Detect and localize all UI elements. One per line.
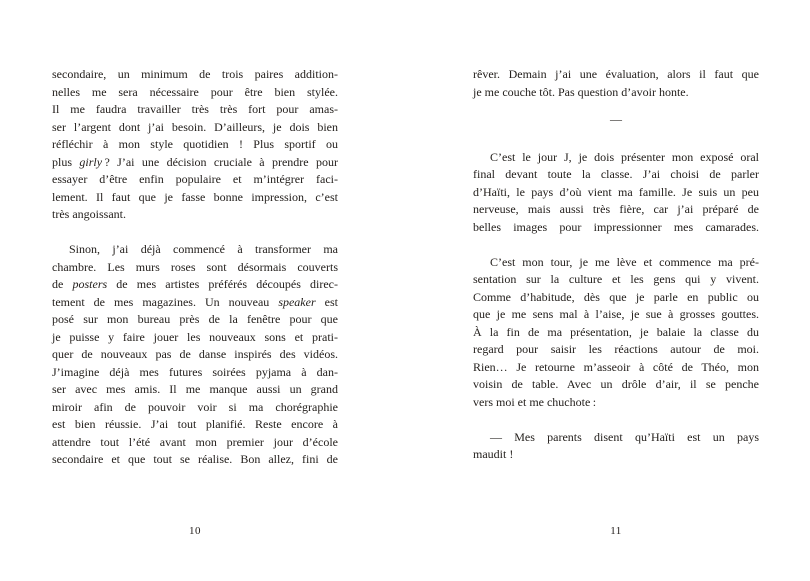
text-line: ser avec mes amis. Il me manque aussi un grand xyxy=(52,382,338,396)
section-separator: — xyxy=(610,112,622,126)
text-line: vers moi et me chuchote : xyxy=(473,394,597,409)
text-line: plus girly ? J’ai une décision cruciale à prendre pour xyxy=(52,154,338,169)
text-line: J’imagine déjà mes futures soirées pyjama à dan- xyxy=(52,364,338,379)
text-line: C’est mon tour, je me lève et commence ma pré- xyxy=(490,254,759,269)
paragraph xyxy=(473,149,759,237)
text-line: tement de mes magazines. Un nouveau speaker est xyxy=(52,294,338,309)
text-line: maudit ! xyxy=(473,447,514,461)
italic-term: posters xyxy=(72,277,108,291)
text-line: belles images pour impressionner mes camarades. xyxy=(473,219,759,234)
text-line: voisin de table. Avec un drôle d’air, il se penche xyxy=(473,377,759,391)
page-number-left: 10 xyxy=(189,525,201,537)
text-line: Sinon, j’ai déjà commencé à transformer ma xyxy=(69,242,338,256)
text-line: réfléchir à mon style quotidien ! Plus sportif ou xyxy=(52,137,338,151)
text-line: est bien réussie. J’ai tout planifié. Reste encore à xyxy=(52,417,338,431)
text-line: lement. Il faut que je fasse bonne impression, c’est xyxy=(52,189,338,204)
text-line: miroir afin de pouvoir voir si ma chorégraphie xyxy=(52,399,338,414)
text-line: que je me sens mal à l’aise, je sue à grosses gouttes. xyxy=(473,307,759,321)
text-line: très angoissant. xyxy=(52,207,126,221)
text-line: ser l’argent dont j’ai besoin. D’ailleurs, je dois bien xyxy=(52,119,338,134)
text-line: quer de nouveaux pas de danse inspirés des vidéos. xyxy=(52,347,338,361)
text-line: de posters de mes artistes préférés découpés direc- xyxy=(52,277,338,291)
italic-term: girly xyxy=(79,154,103,169)
text-line: secondaire et que tout se réalise. Bon allez, fini de xyxy=(52,452,338,466)
page-right xyxy=(473,66,759,566)
text-line: je puisse y faire jouer les nouveaux sons et prati- xyxy=(52,329,338,344)
text-line: Il me faudra travailler très très fort pour amas- xyxy=(52,102,338,116)
text-line: chambre. Les murs roses sont désormais couverts xyxy=(52,259,338,274)
text-line: final devant toute la classe. J’ai choisi de parler xyxy=(473,167,759,181)
text-line: Comme d’habitude, dès que je parle en public ou xyxy=(473,289,759,304)
paragraph xyxy=(52,66,338,224)
paragraph xyxy=(52,241,338,469)
text-line: regard pour saisir les réactions autour de moi. xyxy=(473,342,759,356)
paragraph xyxy=(473,66,759,101)
text-line: C’est le jour J, je dois présenter mon exposé oral xyxy=(490,149,759,164)
text-line: sentation sur la culture et les gens qui y vivent. xyxy=(473,272,759,286)
dialogue-paragraph xyxy=(473,429,759,464)
text-line: attendre tout l’été avant mon premier jour d’école xyxy=(52,434,338,449)
text-line: Rien… Je retourne m’asseoir à côté de Théo, mon xyxy=(473,359,759,374)
text-line: À la fin de ma présentation, je balaie la classe du xyxy=(473,324,759,339)
italic-term: speaker xyxy=(278,294,316,309)
text-line: je me couche tôt. Pas question d’avoir honte. xyxy=(473,84,689,99)
text-line: nerveuse, mais aussi très fière, car j’ai préparé de xyxy=(473,202,759,216)
paragraph xyxy=(473,254,759,412)
text-line: rêver. Demain j’ai une évaluation, alors il faut que xyxy=(473,67,759,81)
text-line: essayer d’être enfin populaire et m’intégrer faci- xyxy=(52,172,338,186)
page-text-column xyxy=(473,66,759,464)
text-line: secondaire, un minimum de trois paires addition- xyxy=(52,67,338,81)
page-left xyxy=(52,66,338,566)
page-number-right: 11 xyxy=(610,525,622,537)
page-text-column xyxy=(52,66,338,469)
text-line: d’Haïti, le pays d’où vient ma famille. Je suis un peu xyxy=(473,184,759,199)
text-line: nelles me sera nécessaire pour être bien stylée. xyxy=(52,84,338,99)
text-line: — Mes parents disent qu’Haïti est un pays xyxy=(490,429,759,444)
text-line: posé sur mon bureau près de la fenêtre pour que xyxy=(52,312,338,326)
